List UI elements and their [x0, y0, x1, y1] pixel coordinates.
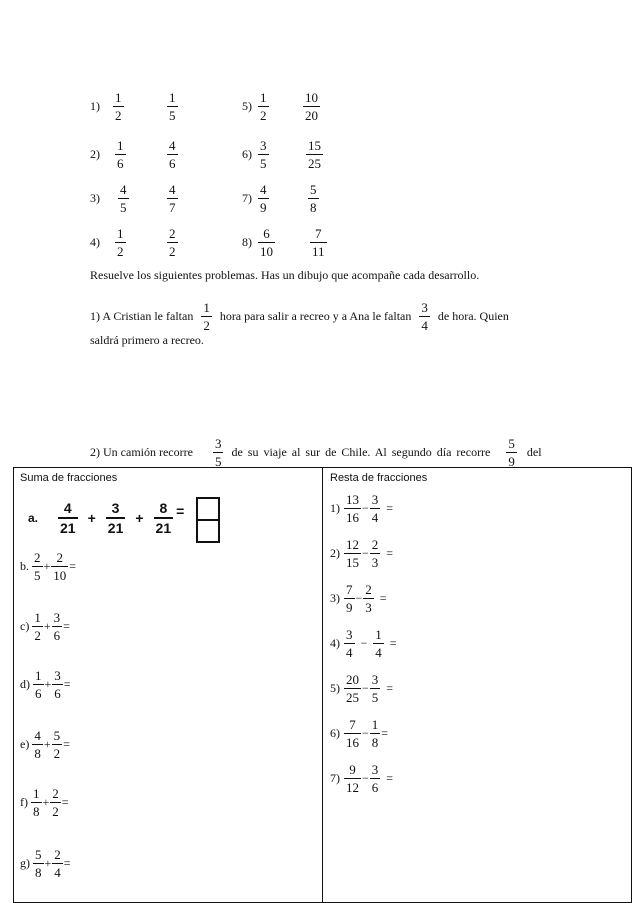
resta-3-minus: −: [355, 591, 363, 605]
suma-item-b: [20, 551, 77, 582]
problem-1-text-c: de hora. Quien: [437, 309, 509, 323]
resta-6-equals: =: [381, 726, 389, 740]
suma-e-fraction-1: $\frac{4}{8}$: [34, 728, 41, 761]
suma-e-plus: +: [43, 737, 51, 751]
resta-3-fraction-2: $\frac{2}{3}$: [365, 582, 372, 615]
resta-item-3: [330, 583, 388, 614]
table-divider: [322, 467, 323, 903]
compare-6-b: $\frac{15}{25}$: [308, 138, 321, 171]
suma-item-d-label: d): [20, 677, 30, 691]
suma-g-fraction-2: $\frac{2}{4}$: [54, 847, 61, 880]
resta-1-minus: −: [362, 501, 369, 515]
suma-item-e: [20, 729, 71, 760]
resta-2-fraction-1: $\frac{12}{15}$: [346, 537, 359, 570]
resta-item-2-label: 2): [330, 546, 340, 560]
suma-g-fraction-1: $\frac{5}{8}$: [35, 847, 42, 880]
problem-2: [90, 437, 542, 468]
resta-5-minus: −: [362, 681, 369, 695]
compare-label-6: 6): [242, 147, 252, 161]
compare-5-a: $\frac{1}{2}$: [260, 90, 267, 123]
resta-4-fraction-2: $\frac{1}{4}$: [375, 627, 382, 660]
compare-5-b: $\frac{10}{20}$: [305, 90, 318, 123]
suma-d-fraction-1: $\frac{1}{6}$: [35, 668, 42, 701]
compare-7-b: $\frac{5}{8}$: [310, 182, 317, 215]
answer-box-numerator[interactable]: [196, 497, 220, 521]
suma-b-fraction-1: $\frac{2}{5}$: [34, 550, 41, 583]
suma-c-fraction-1: $\frac{1}{2}$: [34, 610, 41, 643]
resta-7-equals: =: [386, 771, 394, 785]
instructions: Resuelve los siguientes problemas. Has un dibujo que acompañe cada desarrollo.: [90, 268, 480, 282]
suma-item-c-label: c): [20, 619, 30, 633]
problem-1: [90, 301, 509, 332]
compare-label-8: 8): [242, 235, 252, 249]
suma-a-plus-2: +: [135, 510, 144, 526]
resta-6-minus: −: [362, 726, 369, 740]
resta-4-fraction-1: $\frac{3}{4}$: [346, 627, 353, 660]
suma-e-equals: =: [63, 737, 70, 751]
problem-2-fraction-1: $\frac{3}{5}$: [214, 436, 222, 469]
suma-item-f: [20, 787, 70, 818]
compare-label-2: 2): [90, 147, 100, 161]
resta-3-equals: =: [379, 591, 387, 605]
resta-item-6-label: 6): [330, 726, 340, 740]
suma-b-fraction-2: $\frac{2}{10}$: [53, 550, 67, 583]
suma-a-plus-1: +: [87, 510, 96, 526]
resta-7-minus: −: [362, 771, 369, 785]
resta-item-7: [330, 763, 394, 794]
suma-d-fraction-2: $\frac{3}{6}$: [54, 668, 61, 701]
suma-b-plus: +: [43, 559, 51, 573]
suma-g-plus: +: [44, 856, 52, 870]
compare-8-a: $\frac{6}{10}$: [260, 226, 273, 259]
suma-item-d: [20, 669, 72, 700]
problem-1-text-b: hora para salir a recreo y a Ana le faltan: [219, 309, 412, 323]
suma-a-fraction-1: $\frac{4}{21}$: [60, 500, 76, 536]
compare-3-a: $\frac{4}{5}$: [120, 182, 127, 215]
resta-4-minus: −: [360, 636, 368, 650]
suma-c-fraction-2: $\frac{3}{6}$: [53, 610, 61, 643]
suma-e-fraction-2: $\frac{5}{2}$: [53, 728, 61, 761]
resta-5-fraction-1: $\frac{20}{25}$: [346, 672, 359, 705]
problem-1-text-a: 1) A Cristian le faltan: [90, 309, 194, 323]
resta-item-2: [330, 538, 394, 569]
suma-f-fraction-1: $\frac{1}{8}$: [33, 786, 40, 819]
resta-item-5: [330, 673, 394, 704]
compare-1-b: $\frac{1}{5}$: [169, 90, 176, 123]
suma-f-plus: +: [42, 795, 50, 809]
suma-item-g: [20, 848, 72, 879]
compare-6-a: $\frac{3}{5}$: [260, 138, 267, 171]
suma-a-equals: =: [176, 503, 185, 519]
resta-4-equals: =: [389, 636, 397, 650]
problem-2-fraction-2: $\frac{5}{9}$: [508, 436, 515, 469]
compare-3-b: $\frac{4}{7}$: [169, 182, 176, 215]
compare-4-a: $\frac{1}{2}$: [117, 226, 124, 259]
suma-item-b-label: b.: [20, 559, 29, 573]
suma-d-equals: =: [63, 677, 71, 691]
suma-c-equals: =: [63, 619, 70, 633]
compare-label-5: 5): [242, 99, 252, 113]
suma-item-a-label: a.: [28, 511, 39, 525]
resta-2-equals: =: [386, 546, 394, 560]
suma-c-plus: +: [43, 619, 51, 633]
resta-3-fraction-1: $\frac{7}{9}$: [346, 582, 353, 615]
resta-6-fraction-1: $\frac{7}{16}$: [346, 717, 359, 750]
resta-item-1-label: 1): [330, 501, 340, 515]
suma-item-c: [20, 611, 71, 642]
answer-box-denominator[interactable]: [196, 519, 220, 543]
suma-item-a: [28, 501, 184, 535]
suma-d-plus: +: [44, 677, 52, 691]
suma-g-equals: =: [63, 856, 71, 870]
resta-1-fraction-1: $\frac{13}{16}$: [346, 492, 359, 525]
suma-a-fraction-3: $\frac{8}{21}$: [155, 500, 172, 536]
resta-5-fraction-2: $\frac{3}{5}$: [371, 672, 379, 705]
resta-item-4-label: 4): [330, 636, 340, 650]
problem-2-text-a: 2) Un camión recorre: [90, 445, 193, 459]
resta-5-equals: =: [386, 681, 394, 695]
resta-item-1: [330, 493, 394, 524]
compare-2-b: $\frac{4}{6}$: [169, 138, 176, 171]
suma-b-equals: =: [69, 559, 77, 573]
suma-f-fraction-2: $\frac{2}{2}$: [52, 786, 59, 819]
resta-item-5-label: 5): [330, 681, 340, 695]
compare-label-3: 3): [90, 191, 100, 205]
suma-item-g-label: g): [20, 856, 30, 870]
problem-2-text-c: del: [526, 445, 542, 459]
resta-item-7-label: 7): [330, 771, 340, 785]
suma-title: Suma de fracciones: [20, 472, 118, 484]
compare-1-a: $\frac{1}{2}$: [115, 90, 122, 123]
resta-1-fraction-2: $\frac{3}{4}$: [371, 492, 379, 525]
resta-item-3-label: 3): [330, 591, 340, 605]
resta-7-fraction-1: $\frac{9}{12}$: [346, 762, 359, 795]
resta-item-4: [330, 628, 398, 659]
suma-item-f-label: f): [20, 795, 28, 809]
compare-label-7: 7): [242, 191, 252, 205]
problem-1-fraction-2: $\frac{3}{4}$: [421, 300, 428, 333]
compare-label-1: 1): [90, 99, 100, 113]
resta-item-6: [330, 718, 389, 749]
resta-7-fraction-2: $\frac{3}{6}$: [371, 762, 379, 795]
suma-f-equals: =: [61, 795, 69, 809]
suma-a-fraction-2: $\frac{3}{21}$: [107, 500, 124, 536]
problem-1-fraction-1: $\frac{1}{2}$: [203, 300, 210, 333]
suma-item-e-label: e): [20, 737, 30, 751]
problem-1-line-2: saldrá primero a recreo.: [90, 333, 204, 347]
compare-label-4: 4): [90, 235, 100, 249]
problem-2-text-b: de su viaje al sur de Chile. Al segundo día recorre: [231, 445, 491, 459]
compare-8-b: $\frac{7}{11}$: [312, 226, 325, 259]
compare-7-a: $\frac{4}{9}$: [260, 182, 267, 215]
resta-2-minus: −: [362, 546, 369, 560]
resta-2-fraction-2: $\frac{2}{3}$: [371, 537, 379, 570]
resta-1-equals: =: [386, 501, 394, 515]
compare-2-a: $\frac{1}{6}$: [117, 138, 124, 171]
resta-6-fraction-2: $\frac{1}{8}$: [371, 717, 379, 750]
resta-title: Resta de fracciones: [330, 472, 428, 484]
compare-4-b: $\frac{2}{2}$: [169, 226, 176, 259]
